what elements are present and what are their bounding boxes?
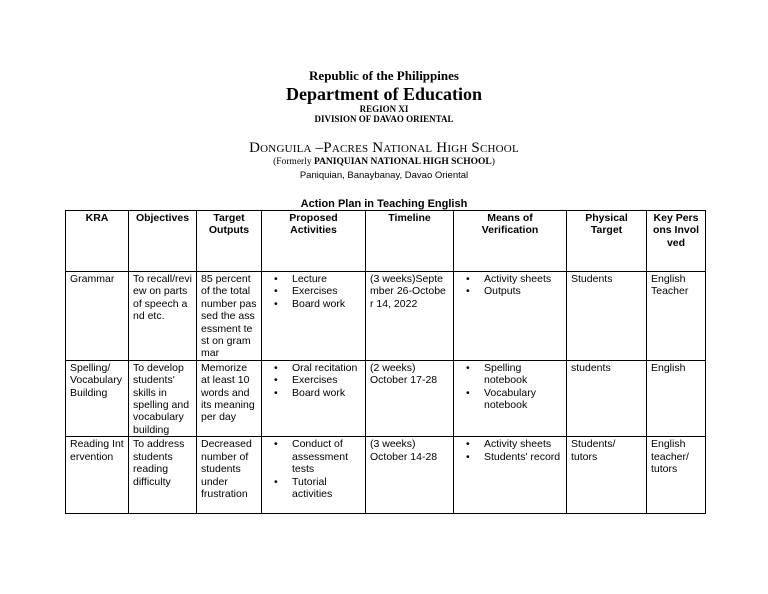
activity-item: • Board work <box>292 387 361 399</box>
header-proposed-activities: Proposed Activities <box>262 211 366 272</box>
key-persons-cell: English <box>647 360 706 436</box>
verification-item: • Vocabulary notebook <box>484 387 562 412</box>
key-persons-cell: English Teacher <box>647 272 706 361</box>
objectives-cell: To recall/review on parts of speech and etc. <box>129 272 197 361</box>
header-target-outputs: Target Outputs <box>197 211 262 272</box>
header-objectives: Objectives <box>129 211 197 272</box>
objectives-cell: To develop students' skills in spelling and vocabulary building <box>129 360 197 436</box>
activities-cell <box>262 360 366 436</box>
former-suffix: ) <box>491 157 495 167</box>
table-row <box>66 360 706 436</box>
activity-item: • Oral recitation <box>292 362 361 374</box>
target-outputs-cell: Memorize at least 10 words and its meaning per day <box>197 360 262 436</box>
table-row <box>66 437 706 514</box>
activity-item: • Conduct of assessment tests <box>292 438 361 475</box>
kra-cell: Spelling/ Vocabulary Building <box>66 360 129 436</box>
region-heading: REGION XI <box>359 104 409 114</box>
timeline-cell: (3 weeks)September 26-October 14, 2022 <box>366 272 454 361</box>
former-prefix: (Formerly <box>273 157 314 167</box>
header-physical-target: Physical Target <box>567 211 647 272</box>
verification-item: • Spelling notebook <box>484 362 562 387</box>
division-heading: DIVISION OF DAVAO ORIENTAL <box>314 114 454 124</box>
header-kra: KRA <box>66 211 129 272</box>
verification-item: • Outputs <box>484 285 562 297</box>
school-address: Paniquian, Banaybanay, Davao Oriental <box>299 170 469 181</box>
target-outputs-cell: 85 percent of the total number passed the assessment test on grammar <box>197 272 262 361</box>
verification-item: • Activity sheets <box>484 273 562 285</box>
verification-item: • Students' record <box>484 451 562 463</box>
kra-cell: Grammar <box>66 272 129 361</box>
header-key-persons: Key Persons Involved <box>647 211 706 272</box>
verification-cell <box>454 437 567 514</box>
key-persons-cell: English teacher/ tutors <box>647 437 706 514</box>
physical-target-cell: Students/ tutors <box>567 437 647 514</box>
header-timeline: Timeline <box>366 211 454 272</box>
verification-cell <box>454 360 567 436</box>
verification-cell <box>454 272 567 361</box>
activity-item: • Lecture <box>292 273 361 285</box>
activity-item: • Exercises <box>292 374 361 386</box>
activity-item: • Tutorial activities <box>292 476 361 501</box>
school-name: Donguila –Pacres National High School <box>249 140 519 156</box>
activity-item: • Board work <box>292 298 361 310</box>
activities-cell <box>262 437 366 514</box>
verification-item: • Activity sheets <box>484 438 562 450</box>
objectives-cell: To address students reading difficulty <box>129 437 197 514</box>
target-outputs-cell: Decreased number of students under frustration <box>197 437 262 514</box>
timeline-cell: (2 weeks) October 17-28 <box>366 360 454 436</box>
action-plan-table <box>65 210 706 514</box>
activities-cell <box>262 272 366 361</box>
table-row <box>66 272 706 361</box>
header-means-of-verification: Means of Verification <box>454 211 567 272</box>
former-name: PANIQUIAN NATIONAL HIGH SCHOOL <box>313 157 492 167</box>
republic-heading: Republic of the Philippines <box>309 68 459 83</box>
action-plan-title: Action Plan in Teaching English <box>300 198 468 210</box>
timeline-cell: (3 weeks) October 14-28 <box>366 437 454 514</box>
physical-target-cell: students <box>567 360 647 436</box>
physical-target-cell: Students <box>567 272 647 361</box>
table-header-row <box>66 211 706 272</box>
activity-item: • Exercises <box>292 285 361 297</box>
department-heading: Department of Education <box>286 84 482 104</box>
former-school-name <box>0 157 768 167</box>
kra-cell: Reading Intervention <box>66 437 129 514</box>
